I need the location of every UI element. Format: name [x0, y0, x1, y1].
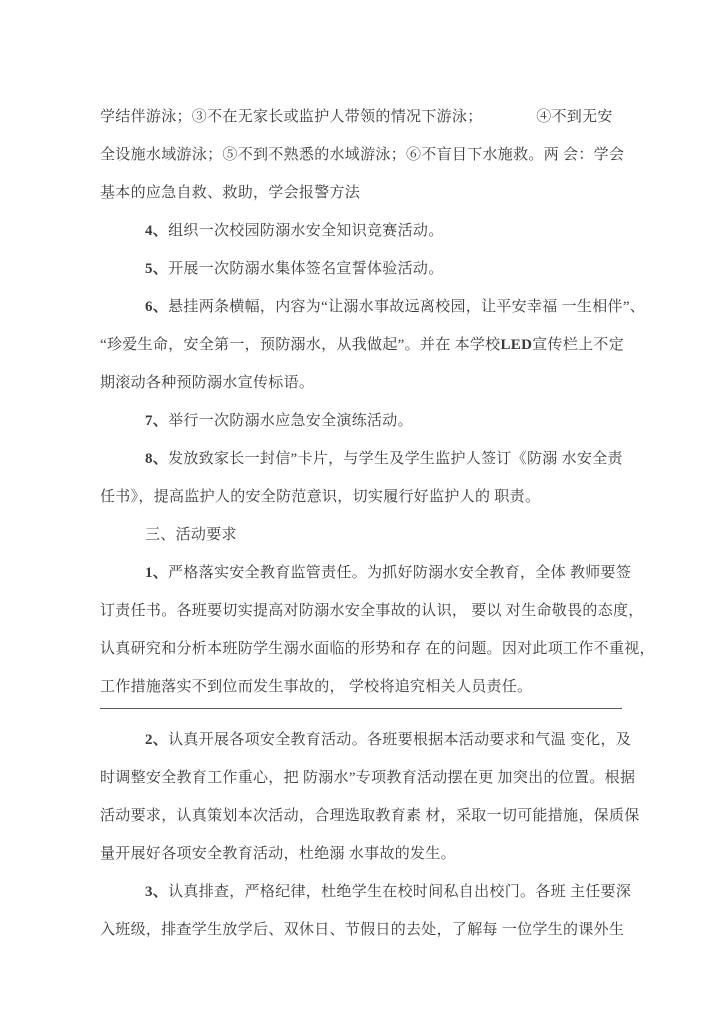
text-segment: 发放致家长一封信”卡片，与学生及学生监护人签订《防溺 水安全责 — [168, 451, 623, 467]
text-segment: 活动要求，认真策划本次活动，合理选取教育素 材，采取一切可能措施，保质保 — [100, 808, 640, 824]
text-segment: 开展一次防溺水集体签名宣誓体验活动。 — [168, 261, 444, 277]
text-line — [100, 554, 632, 592]
text-line — [100, 136, 625, 174]
text-segment: 严格落实安全教育监管责任。为抓好防溺水安全教育，全体 教师要签 — [168, 565, 632, 581]
text-line — [100, 174, 622, 212]
bold-text-segment: 6、 — [145, 299, 169, 315]
bold-text-segment: 7、 — [145, 413, 169, 429]
text-line — [100, 98, 622, 136]
bold-text-segment: 5、 — [145, 261, 169, 277]
text-line — [100, 402, 622, 440]
text-line — [100, 364, 622, 402]
text-line — [100, 516, 622, 554]
text-line — [100, 759, 636, 797]
text-segment: 全设施水域游泳；⑤不到不熟悉的水域游泳；⑥不盲目下水施救。两 会：学会 — [100, 147, 625, 163]
text-line — [100, 440, 622, 478]
text-line — [100, 911, 625, 949]
bold-text-segment: 4、 — [145, 223, 169, 239]
text-segment: 入班级，排查学生放学后、双休日、节假日的去处，了解每 一位学生的课外生 — [100, 922, 625, 938]
text-segment: 宣传栏上不定 — [532, 337, 625, 353]
text-segment: 量开展好各项安全教育活动，杜绝溺 水事故的发生。 — [100, 846, 456, 862]
text-line — [100, 478, 622, 516]
text-segment: 三、活动要求 — [145, 527, 237, 543]
bold-text-segment: LED — [500, 337, 533, 353]
text-line — [100, 630, 655, 668]
text-segment: 认真研究和分析本班防学生溺水面临的形势和存 在的问题。因对此项工作不重视， — [100, 641, 655, 657]
document-body — [100, 98, 655, 949]
text-line — [100, 797, 640, 835]
text-line — [100, 721, 632, 759]
text-segment: 学结伴游泳；③不在无家长或监护人带领的情况下游泳； ④不到无安 — [100, 109, 613, 125]
text-line — [100, 873, 632, 911]
text-segment: 工作措施落实不到位而发生事故的， 学校将追究相关人员责任。 — [100, 679, 533, 695]
bold-text-segment: 3、 — [145, 884, 169, 900]
text-line — [100, 288, 646, 326]
text-segment: 认真排查，严格纪律，杜绝学生在校时间私自出校门。各班 主任要深 — [168, 884, 632, 900]
text-segment: 认真开展各项安全教育活动。各班要根据本活动要求和气温 变化，及 — [168, 732, 632, 748]
bold-text-segment: 1、 — [145, 565, 169, 581]
text-line — [100, 250, 622, 288]
text-line — [100, 592, 644, 630]
text-segment: 期滚动各种预防溺水宣传标语。 — [100, 375, 315, 391]
text-segment: 订责任书。各班要切实提高对防溺水安全事故的认识， 要以 对生命敬畏的态度， — [100, 603, 644, 619]
text-line — [100, 212, 622, 250]
bold-text-segment: 8、 — [145, 451, 169, 467]
text-line — [100, 326, 625, 364]
text-segment: 任书》，提高监护人的安全防范意识，切实履行好监护人的 职责。 — [100, 489, 541, 505]
text-line — [100, 668, 622, 706]
text-segment: 时调整安全教育工作重心，把 防溺水”专项教育活动摆在更 加突出的位置。根据 — [100, 770, 636, 786]
text-segment: 基本的应急自救、救助，学会报警方法 — [100, 185, 361, 201]
bold-text-segment: 2、 — [145, 732, 169, 748]
text-segment: 举行一次防溺水应急安全演练活动。 — [168, 413, 413, 429]
text-line — [100, 835, 622, 873]
horizontal-rule — [100, 708, 622, 721]
text-segment: 悬挂两条横幅，内容为“让溺水事故远离校园，让平安幸福 一生相伴”、 — [168, 299, 646, 315]
text-segment: 组织一次校园防溺水安全知识竞赛活动。 — [168, 223, 444, 239]
text-segment: “珍爱生命，安全第一，预防溺水，从我做起”。并在 本学校 — [100, 337, 501, 353]
